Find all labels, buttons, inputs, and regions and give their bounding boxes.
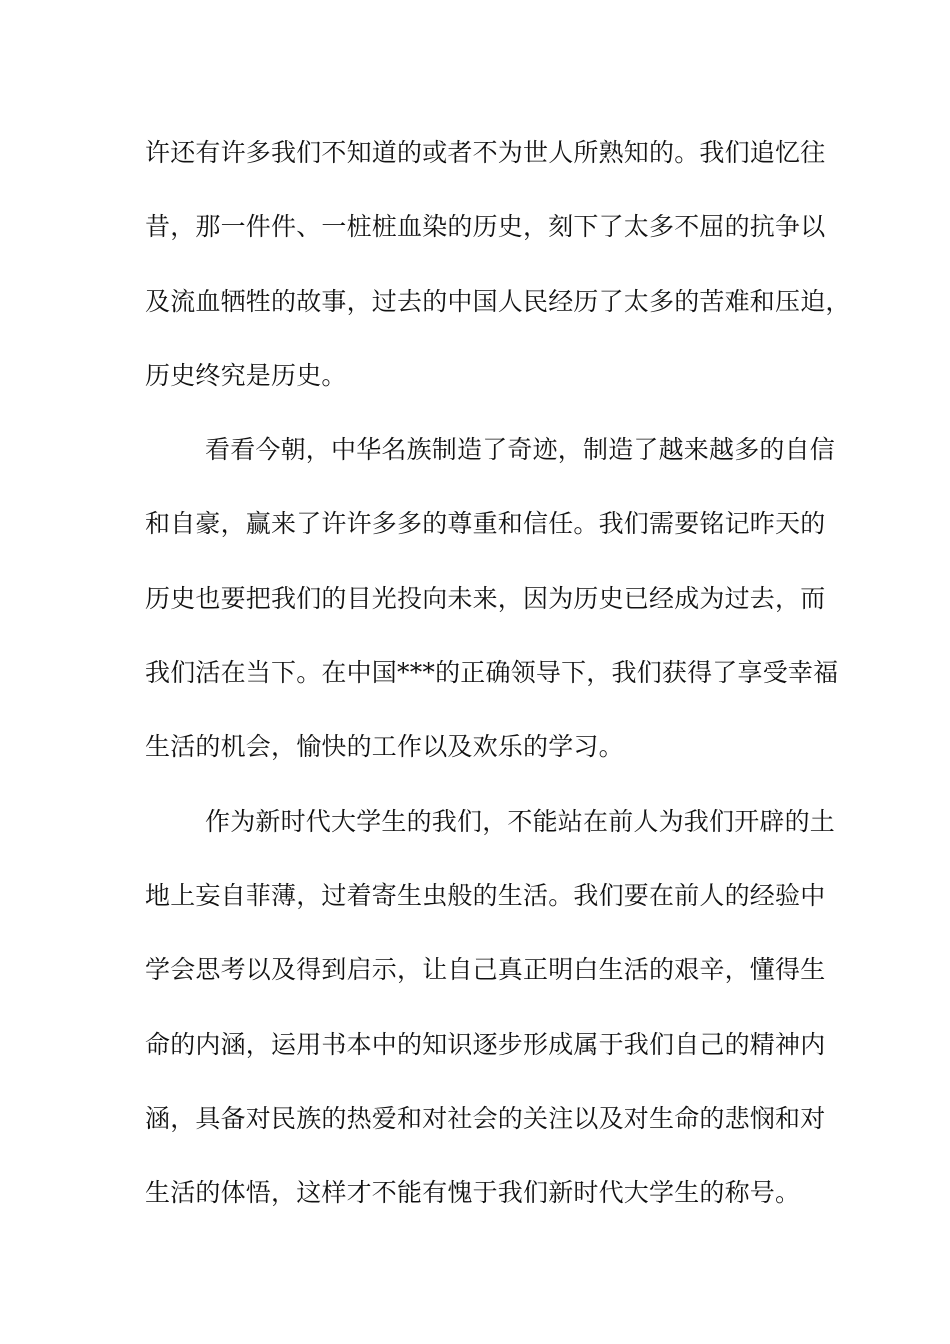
paragraph-start-line: 看看今朝，中华名族制造了奇迹，制造了越来越多的自信 (205, 435, 836, 465)
text-line: 昔，那一件件、一桩桩血染的历史，刻下了太多不屈的抗争以 (145, 212, 826, 242)
document-body (145, 130, 851, 1244)
text-line: 及流血牺牲的故事，过去的中国人民经历了太多的苦难和压迫， (145, 286, 851, 316)
text-line: 地上妄自菲薄，过着寄生虫般的生活。我们要在前人的经验中 (145, 880, 826, 910)
text-line: 我们活在当下。在中国***的正确领导下，我们获得了享受幸福 (145, 658, 839, 688)
text-line: 生活的体悟，这样才不能有愧于我们新时代大学生的称号。 (145, 1178, 801, 1208)
text-line: 历史也要把我们的目光投向未来，因为历史已经成为过去，而 (145, 583, 826, 613)
text-line: 历史终究是历史。 (145, 360, 347, 390)
text-line: 和自豪，赢来了许许多多的尊重和信任。我们需要铭记昨天的 (145, 509, 826, 539)
paragraph-start-line: 作为新时代大学生的我们，不能站在前人为我们开辟的土 (205, 806, 836, 836)
text-line: 许还有许多我们不知道的或者不为世人所熟知的。我们追忆往 (145, 138, 826, 167)
text-line: 命的内涵，运用书本中的知识逐步形成属于我们自己的精神内 (145, 1029, 826, 1059)
text-line: 学会思考以及得到启示，让自己真正明白生活的艰辛，懂得生 (145, 955, 826, 985)
text-line: 涵，具备对民族的热爱和对社会的关注以及对生命的悲悯和对 (145, 1103, 826, 1133)
text-line: 生活的机会，愉快的工作以及欢乐的学习。 (145, 732, 624, 762)
